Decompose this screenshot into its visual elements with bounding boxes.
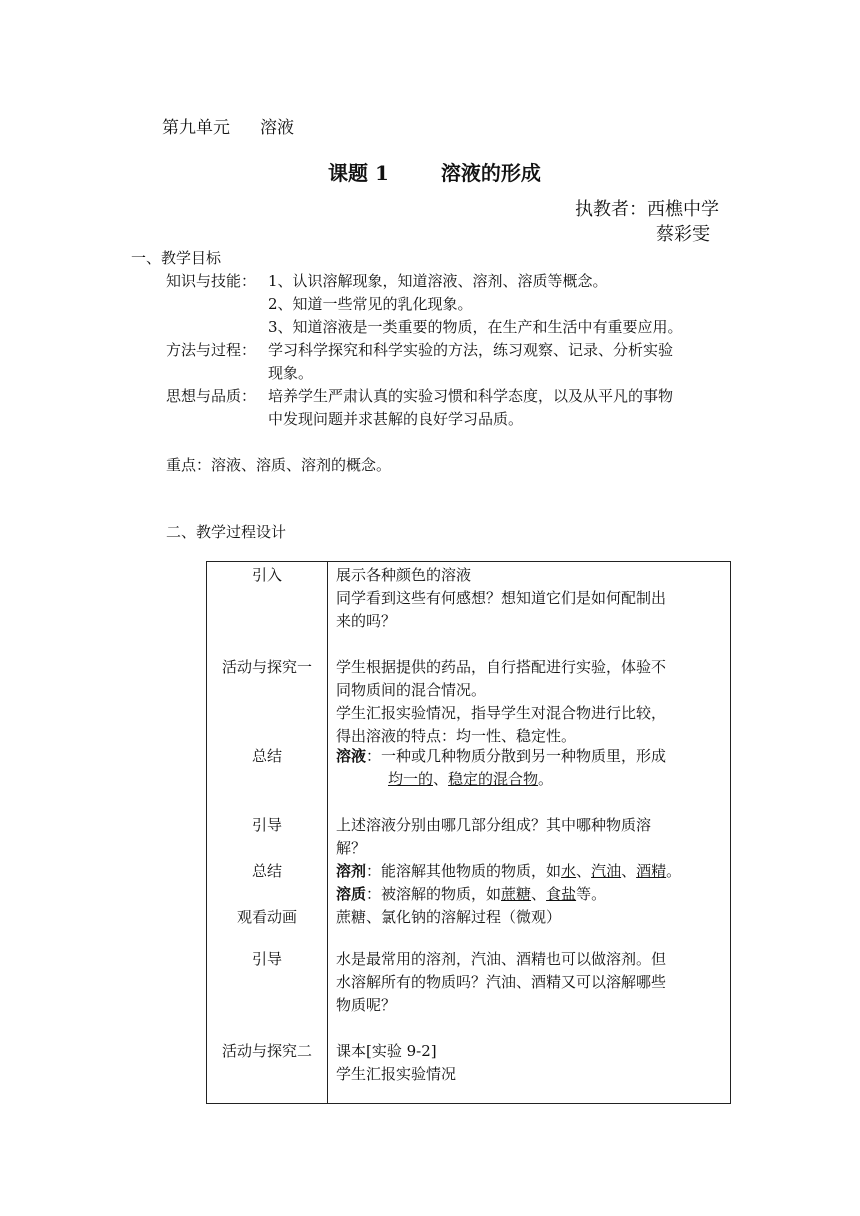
activity2-line-2: 学生汇报实验情况 — [336, 1065, 457, 1083]
animation-line: 蔗糖、氯化钠的溶解过程（微观） — [336, 908, 562, 926]
salt-example: 食盐 — [546, 885, 577, 903]
activity2-line-1: 课本[实验 9-2] — [336, 1042, 437, 1060]
solution-term: 溶液 — [336, 747, 367, 765]
water-example: 水 — [561, 862, 577, 880]
method-label: 方法与过程： — [166, 341, 257, 359]
alcohol-example: 酒精 — [636, 862, 667, 880]
intro-line-2: 同学看到这些有何感想？想知道它们是如何配制出 — [336, 589, 667, 607]
guide1-line-1: 上述溶液分别由哪几部分组成？其中哪种物质溶 — [336, 816, 652, 834]
stage-activity-2: 活动与探究二 — [221, 1042, 312, 1060]
intro-line-1: 展示各种颜色的溶液 — [336, 566, 472, 584]
unit-title — [162, 116, 294, 140]
key-point: 重点：溶液、溶质、溶剂的概念。 — [166, 456, 392, 474]
solvent-term: 溶剂 — [336, 862, 367, 880]
knowledge-label: 知识与技能： — [166, 272, 257, 290]
knowledge-item-1: 1、认识溶解现象，知道溶液、溶剂、溶质等概念。 — [268, 272, 608, 290]
solution-definition-line-2: 均一的、稳定的混合物。 — [388, 770, 554, 788]
stage-summary-1: 总结 — [251, 747, 282, 765]
stage-activity-1: 活动与探究一 — [221, 658, 312, 676]
method-line-2: 现象。 — [268, 364, 314, 382]
process-table — [206, 561, 731, 1104]
uniform-term: 均一的 — [388, 770, 434, 788]
content-column — [328, 562, 731, 1104]
activity1-line-4: 得出溶液的特点：均一性、稳定性。 — [336, 727, 577, 745]
guide1-line-2: 解？ — [336, 839, 367, 857]
attitude-line-2: 中发现问题并求甚解的良好学习品质。 — [268, 410, 524, 428]
attitude-line-1: 培养学生严肃认真的实验习惯和科学态度，以及从平凡的事物 — [268, 387, 674, 405]
sugar-example: 蔗糖 — [501, 885, 532, 903]
guide2-line-3: 物质呢？ — [336, 996, 397, 1014]
solution-definition: ：一种或几种物质分散到另一种物质里，形成 — [366, 747, 667, 765]
goals-heading: 一、教学目标 — [131, 249, 222, 267]
attitude-label: 思想与品质： — [166, 387, 257, 405]
unit-number: 第九单元 — [162, 118, 230, 138]
knowledge-item-2: 2、知道一些常见的乳化现象。 — [268, 295, 473, 313]
teacher-line-2: 蔡彩雯 — [656, 224, 710, 245]
activity1-line-3: 学生汇报实验情况，指导学生对混合物进行比较， — [336, 704, 667, 722]
stable-mixture-term: 稳定的混合物 — [448, 770, 539, 788]
stage-summary-2: 总结 — [251, 862, 282, 880]
knowledge-item-3: 3、知道溶液是一类重要的物质，在生产和生活中有重要应用。 — [268, 318, 683, 336]
activity1-line-1: 学生根据提供的药品，自行搭配进行实验，体验不 — [336, 658, 667, 676]
gasoline-example: 汽油 — [591, 862, 622, 880]
guide2-line-2: 水溶解所有的物质吗？汽油、酒精又可以溶解哪些 — [336, 973, 667, 991]
stage-intro: 引入 — [251, 566, 282, 584]
stage-guide-1: 引导 — [251, 816, 282, 834]
stage-column — [207, 562, 328, 1104]
lesson-name: 溶液的形成 — [440, 161, 541, 185]
lesson-title — [328, 159, 541, 187]
solute-term: 溶质 — [336, 885, 367, 903]
method-line-1: 学习科学探究和科学实验的方法，练习观察、记录、分析实验 — [268, 341, 674, 359]
lesson-number: 课题 1 — [328, 161, 389, 185]
solution-definition-line-1 — [336, 745, 666, 768]
stage-guide-2: 引导 — [251, 950, 282, 968]
unit-topic: 溶液 — [260, 118, 294, 138]
guide2-line-1: 水是最常用的溶剂，汽油、酒精也可以做溶剂。但 — [336, 950, 667, 968]
stage-animation: 观看动画 — [236, 908, 297, 926]
teacher-line-1: 执教者：西樵中学 — [575, 199, 719, 220]
process-heading: 二、教学过程设计 — [166, 523, 287, 541]
solute-definition: 溶质：被溶解的物质，如蔗糖、食盐等。 — [336, 885, 607, 903]
activity1-line-2: 同物质间的混合情况。 — [336, 681, 487, 699]
intro-line-3: 来的吗？ — [336, 612, 397, 630]
solvent-definition: 溶剂：能溶解其他物质的物质，如水、汽油、酒精。 — [336, 862, 682, 880]
